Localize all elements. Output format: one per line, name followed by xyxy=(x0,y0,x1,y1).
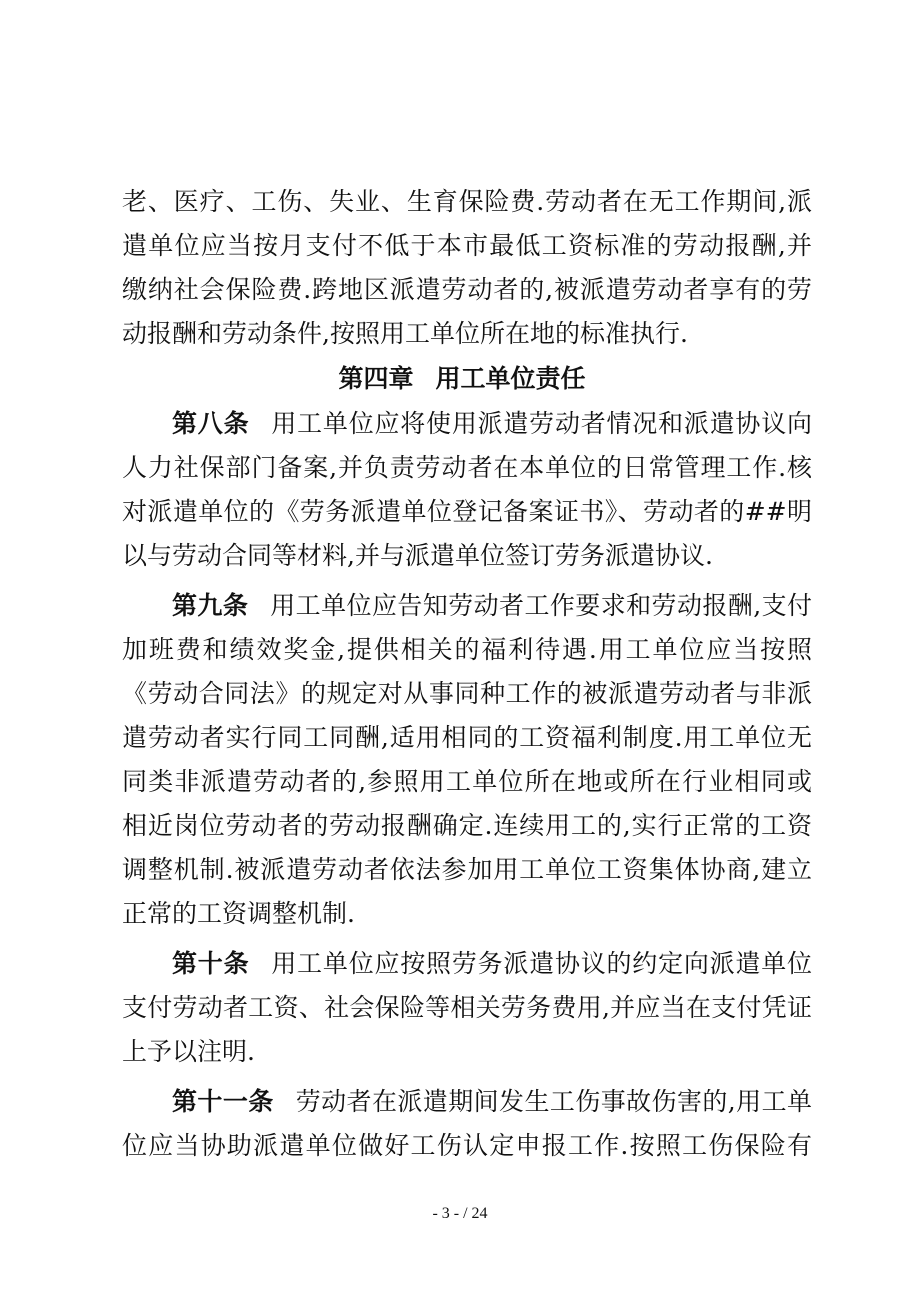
article-text: 用工单位应按照劳务派遣协议的约定向派遣单位 xyxy=(271,949,812,978)
chapter-heading xyxy=(112,356,812,402)
article-text: 用工单位应将使用派遣劳动者情况和派遣协议向 xyxy=(271,409,812,438)
article-text: 用工单位应告知劳动者工作要求和劳动报酬,支付 xyxy=(270,591,812,620)
article-label: 第九条 xyxy=(172,591,249,620)
article-line xyxy=(122,942,812,986)
article-text: 劳动者在派遣期间发生工伤事故伤害的,用工单 xyxy=(295,1087,812,1116)
intro-paragraph xyxy=(122,180,812,356)
article-line: 位应当协助派遣单位做好工伤认定申报工作.按照工伤保险有 xyxy=(122,1131,812,1160)
intro-line: 缴纳社会保险费.跨地区派遣劳动者的,被派遣劳动者享有的劳 xyxy=(122,275,812,304)
article-10 xyxy=(122,942,812,1074)
intro-line: 遣单位应当按月支付不低于本市最低工资标准的劳动报酬,并 xyxy=(122,231,812,260)
article-line xyxy=(122,584,812,628)
article-line: 同类非派遣劳动者的,参照用工单位所在地或所在行业相同或 xyxy=(122,767,812,796)
article-line: 加班费和绩效奖金,提供相关的福利待遇.用工单位应当按照 xyxy=(122,635,812,664)
article-line xyxy=(122,402,812,446)
article-line xyxy=(122,1080,812,1124)
intro-line: 老、医疗、工伤、失业、生育保险费.劳动者在无工作期间,派 xyxy=(122,187,812,216)
chapter-title: 用工单位责任 xyxy=(435,364,586,393)
article-line: 正常的工资调整机制. xyxy=(122,899,355,928)
article-line: 以与劳动合同等材料,并与派遣单位签订劳务派遣协议. xyxy=(122,541,713,570)
article-line: 遣劳动者实行同工同酬,适用相同的工资福利制度.用工单位无 xyxy=(122,723,812,752)
article-11 xyxy=(122,1080,812,1168)
article-line: 上予以注明. xyxy=(122,1037,255,1066)
article-label: 第十条 xyxy=(172,949,250,978)
article-line: 相近岗位劳动者的劳动报酬确定.连续用工的,实行正常的工资 xyxy=(122,811,812,840)
page-number: - 3 - / 24 xyxy=(432,1205,488,1222)
document-body xyxy=(122,180,812,1168)
article-8 xyxy=(122,402,812,578)
chapter-number: 第四章 xyxy=(338,364,414,393)
intro-line: 动报酬和劳动条件,按照用工单位所在地的标准执行. xyxy=(122,319,688,348)
article-line: 《劳动合同法》的规定对从事同种工作的被派遣劳动者与非派 xyxy=(122,679,812,708)
article-line: 调整机制.被派遣劳动者依法参加用工单位工资集体协商,建立 xyxy=(122,855,812,884)
article-line: 对派遣单位的《劳务派遣单位登记备案证书》、劳动者的##明 xyxy=(122,497,812,526)
article-line: 支付劳动者工资、社会保险等相关劳务费用,并应当在支付凭证 xyxy=(122,993,812,1022)
article-label: 第八条 xyxy=(172,409,250,438)
article-9 xyxy=(122,584,812,936)
article-label: 第十一条 xyxy=(172,1087,274,1116)
article-line: 人力社保部门备案,并负责劳动者在本单位的日常管理工作.核 xyxy=(122,453,812,482)
